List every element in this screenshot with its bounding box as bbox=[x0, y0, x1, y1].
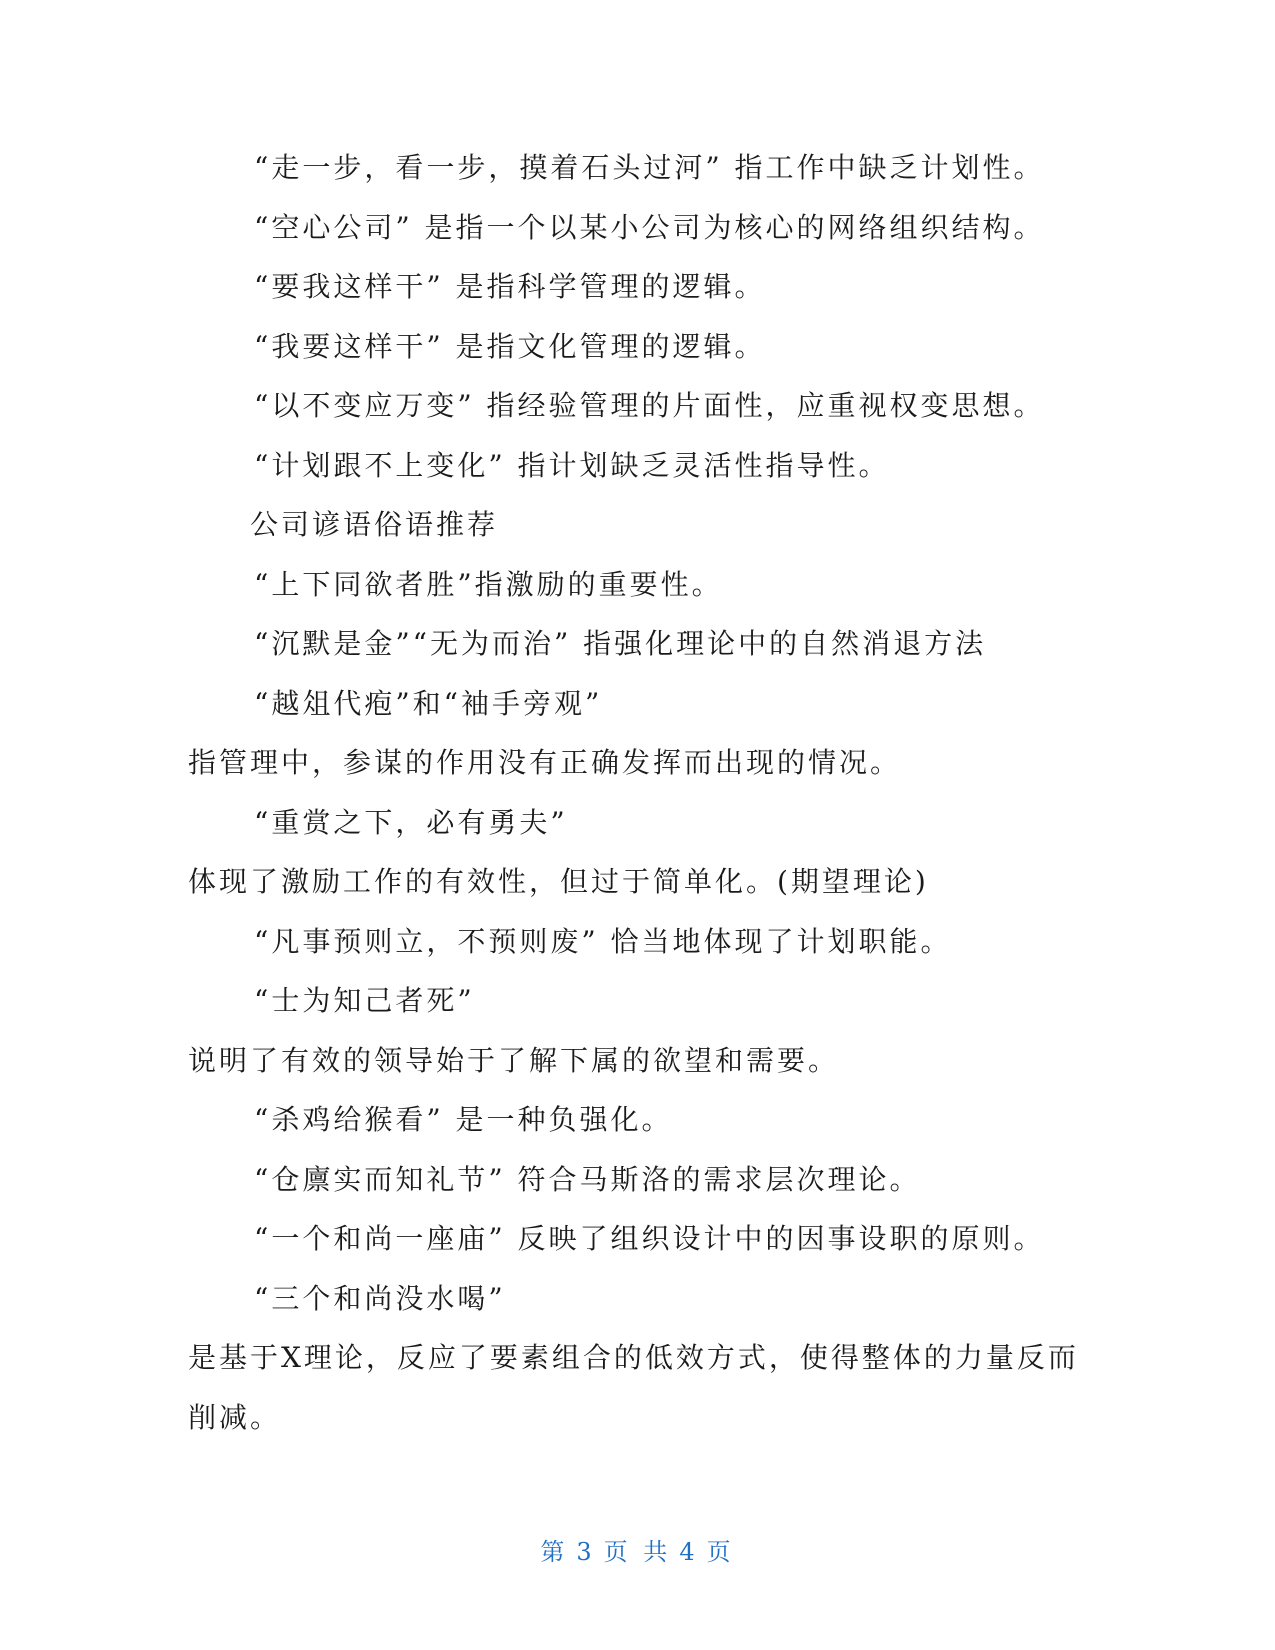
footer-prefix: 第 bbox=[540, 1538, 569, 1566]
paragraph-line: “要我这样干” 是指科学管理的逻辑。 bbox=[254, 270, 766, 303]
paragraph-line: “重赏之下，必有勇夫” bbox=[254, 805, 568, 839]
paragraph-line: 削减。 bbox=[188, 1400, 282, 1434]
paragraph-line: “士为知己者死” bbox=[254, 984, 475, 1017]
document-body bbox=[188, 138, 1088, 1447]
paragraph-line: “空心公司” 是指一个以某小公司为核心的网络组织结构。 bbox=[254, 210, 1045, 244]
paragraph-line: “走一步，看一步，摸着石头过河” 指工作中缺乏计划性。 bbox=[254, 151, 1045, 184]
paragraph-line: “越俎代疱”和“袖手旁观” bbox=[254, 686, 603, 720]
footer-suffix: 页 bbox=[706, 1538, 735, 1566]
footer-total-pages: 4 bbox=[679, 1538, 699, 1566]
paragraph-line: “以不变应万变” 指经验管理的片面性，应重视权变思想。 bbox=[254, 389, 1045, 422]
footer-current-page: 3 bbox=[576, 1538, 596, 1566]
paragraph-line: 指管理中，参谋的作用没有正确发挥而出现的情况。 bbox=[188, 746, 902, 779]
paragraph-line: “仓廪实而知礼节” 符合马斯洛的需求层次理论。 bbox=[254, 1162, 921, 1196]
paragraph-line: “沉默是金”“无为而治” 指强化理论中的自然消退方法 bbox=[254, 627, 987, 660]
paragraph-line: “我要这样干” 是指文化管理的逻辑。 bbox=[254, 329, 766, 363]
section-heading: 公司谚语俗语推荐 bbox=[250, 508, 499, 541]
page-footer bbox=[0, 1532, 1275, 1567]
paragraph-line: 是基于X理论，反应了要素组合的低效方式，使得整体的力量反而 bbox=[188, 1341, 1079, 1374]
paragraph-line: “上下同欲者胜”指激励的重要性。 bbox=[254, 567, 723, 601]
paragraph-line: 体现了激励工作的有效性，但过于简单化。(期望理论) bbox=[188, 865, 929, 898]
paragraph-line: 说明了有效的领导始于了解下属的欲望和需要。 bbox=[188, 1043, 840, 1077]
paragraph-line: “计划跟不上变化” 指计划缺乏灵活性指导性。 bbox=[254, 448, 890, 482]
paragraph-line: “凡事预则立，不预则废” 恰当地体现了计划职能。 bbox=[254, 924, 952, 958]
paragraph-line: “杀鸡给猴看” 是一种负强化。 bbox=[254, 1103, 673, 1136]
footer-middle: 页 共 bbox=[603, 1538, 672, 1566]
paragraph-line: “一个和尚一座庙” 反映了组织设计中的因事设职的原则。 bbox=[254, 1222, 1045, 1255]
paragraph-line: “三个和尚没水喝” bbox=[254, 1281, 506, 1315]
